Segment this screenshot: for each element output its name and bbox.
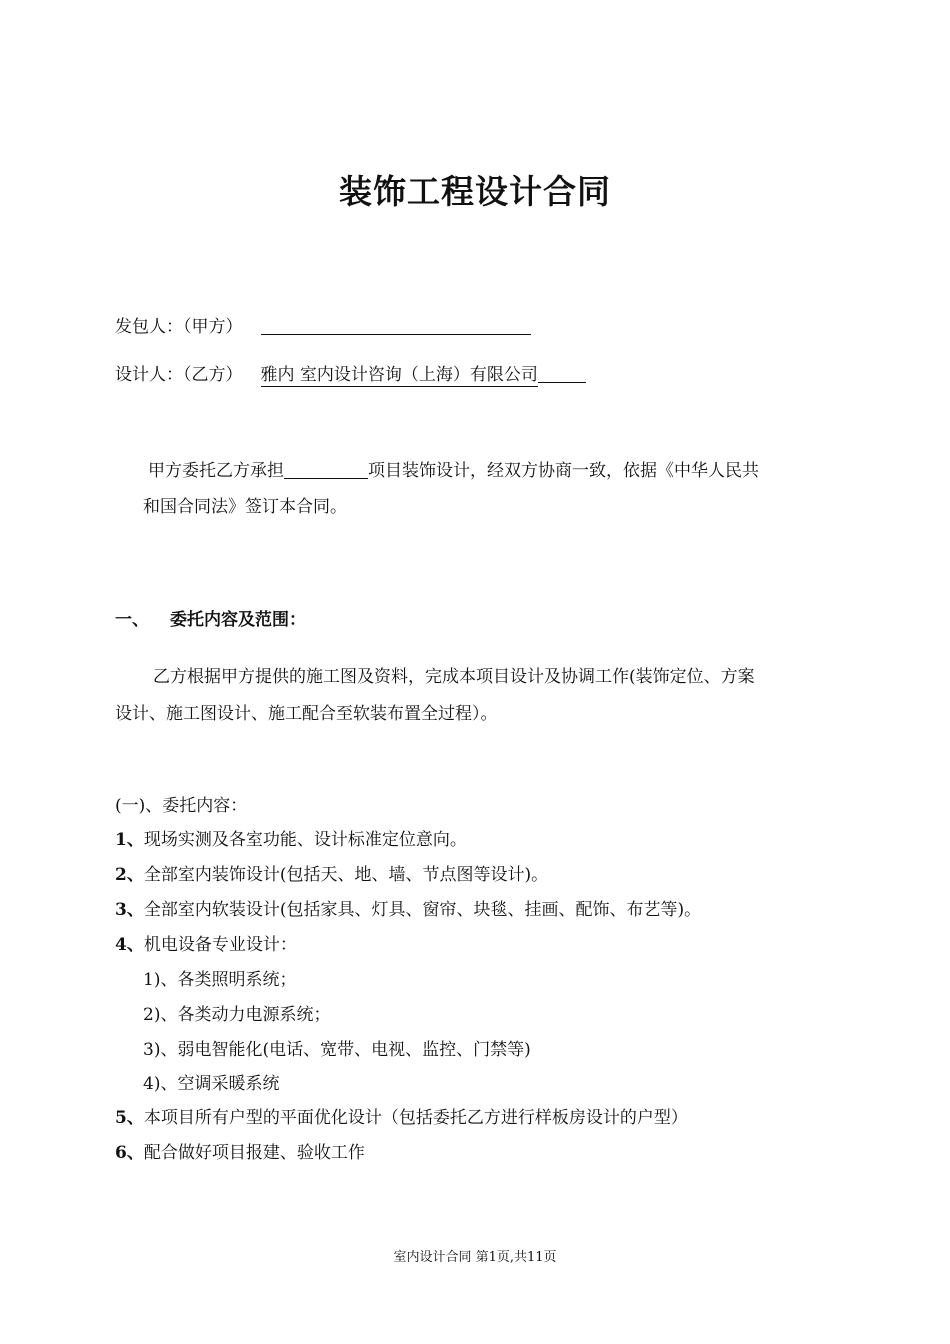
item-text: 机电设备专业设计： [143, 935, 297, 955]
section-1-title: 委托内容及范围： [170, 610, 306, 630]
section-1-heading [115, 605, 306, 630]
sub-heading: (一)、委托内容： [115, 796, 248, 816]
section-1-number: 一、 [115, 610, 149, 630]
item-number: 2、 [115, 865, 144, 885]
party-b-blank [538, 364, 586, 383]
item-number: 6、 [115, 1143, 144, 1163]
list-item [115, 895, 701, 920]
party-a-blank [261, 316, 531, 335]
item-text: 全部室内软装设计(包括家具、灯具、窗帘、块毯、挂画、配饰、布艺等)。 [143, 900, 702, 920]
item-number: 4、 [115, 935, 144, 955]
sub-list-item: 2)、各类动力电源系统； [143, 1005, 331, 1025]
item-number: 1、 [115, 830, 144, 850]
list-item [115, 1138, 365, 1163]
document-title: 装饰工程设计合同 [339, 172, 611, 211]
intro-line-2: 和国合同法》签订本合同。 [143, 497, 347, 517]
item-text: 现场实测及各室功能、设计标准定位意向。 [143, 830, 467, 850]
project-name-blank [284, 460, 368, 479]
item-text: 全部室内装饰设计(包括天、地、墙、节点图等设计)。 [143, 865, 549, 885]
section-1-paragraph-line-1: 乙方根据甲方提供的施工图及资料，完成本项目设计及协调工作(装饰定位、方案 [153, 667, 755, 687]
list-item [115, 860, 548, 885]
page-footer: 室内设计合同 第1页,共11页 [393, 1250, 557, 1265]
intro-text-a: 甲方委托乙方承担 [148, 461, 284, 481]
party-a-line [115, 312, 531, 337]
sub-list-item: 4)、空调采暖系统 [143, 1074, 280, 1094]
list-item [115, 930, 297, 955]
party-a-label: 发包人：（甲方） [115, 317, 243, 337]
sub-list-item: 3)、弱电智能化(电话、宽带、电视、监控、门禁等) [143, 1040, 531, 1060]
party-b-name: 雅内 室内设计咨询（上海）有限公司 [260, 365, 538, 385]
list-item [115, 1103, 688, 1128]
section-1-paragraph-line-2: 设计、施工图设计、施工配合至软装布置全过程）。 [115, 704, 498, 724]
item-number: 3、 [115, 900, 144, 920]
intro-line-1 [148, 456, 759, 481]
sub-list-item: 1)、各类照明系统； [143, 970, 297, 990]
item-text: 配合做好项目报建、验收工作 [143, 1143, 365, 1163]
party-b-line [115, 360, 586, 385]
item-number: 5、 [115, 1108, 144, 1128]
item-text: 本项目所有户型的平面优化设计（包括委托乙方进行样板房设计的户型） [143, 1108, 688, 1128]
intro-text-b: 项目装饰设计，经双方协商一致，依据《中华人民共 [368, 461, 759, 481]
party-b-label: 设计人：（乙方） [115, 365, 243, 385]
list-item [115, 825, 467, 850]
